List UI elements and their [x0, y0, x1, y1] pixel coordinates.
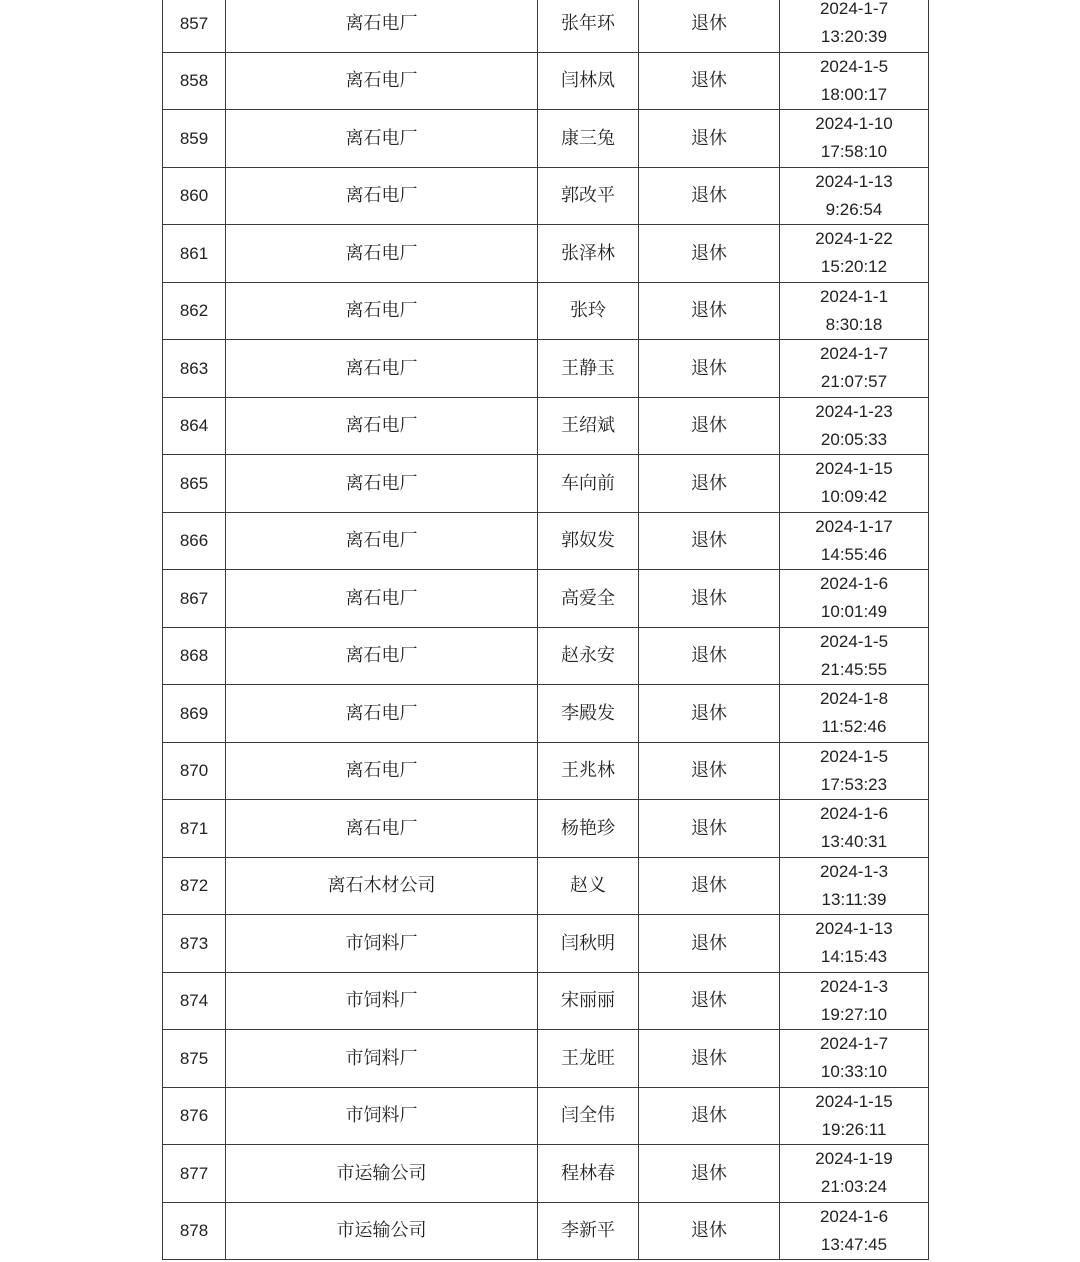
unit-cell: 市饲料厂	[226, 1030, 538, 1088]
person-name-cell: 车向前	[538, 455, 639, 513]
record-number-cell: 872	[163, 857, 226, 915]
person-name-cell: 康三兔	[538, 110, 639, 168]
unit-cell: 离石电厂	[226, 455, 538, 513]
timestamp-time: 19:27:10	[820, 1004, 888, 1024]
timestamp-date: 2024-1-5	[819, 746, 889, 766]
table-row	[163, 627, 929, 685]
timestamp-date: 2024-1-1	[819, 286, 889, 306]
person-name-cell: 李新平	[538, 1202, 639, 1260]
status-cell: 退休	[639, 742, 780, 800]
records-table-body	[163, 0, 929, 1260]
timestamp-time: 13:11:39	[821, 889, 887, 909]
timestamp-time: 13:40:31	[820, 832, 888, 852]
status-cell: 退休	[639, 282, 780, 340]
timestamp-cell	[780, 1145, 929, 1203]
unit-cell: 离石电厂	[226, 397, 538, 455]
timestamp-time: 21:03:24	[820, 1177, 888, 1197]
timestamp-time: 17:53:23	[820, 774, 888, 794]
timestamp-date: 2024-1-6	[819, 574, 889, 594]
unit-cell: 离石木材公司	[226, 857, 538, 915]
timestamp-date: 2024-1-7	[819, 344, 889, 364]
table-row	[163, 397, 929, 455]
timestamp-cell	[780, 0, 929, 52]
person-name-cell: 张年环	[538, 0, 639, 52]
timestamp-date: 2024-1-6	[819, 804, 889, 824]
person-name-cell: 郭改平	[538, 167, 639, 225]
timestamp-date: 2024-1-3	[819, 861, 889, 881]
timestamp-time: 18:00:17	[820, 84, 888, 104]
status-cell: 退休	[639, 857, 780, 915]
table-row	[163, 1145, 929, 1203]
timestamp-date: 2024-1-15	[815, 459, 893, 479]
timestamp-cell	[780, 915, 929, 973]
person-name-cell: 高爱全	[538, 570, 639, 628]
timestamp-cell	[780, 742, 929, 800]
timestamp-time: 9:26:54	[825, 199, 883, 219]
record-number-cell: 877	[163, 1145, 226, 1203]
timestamp-date: 2024-1-13	[815, 171, 893, 191]
timestamp-cell	[780, 110, 929, 168]
timestamp-time: 13:47:45	[820, 1234, 888, 1254]
timestamp-cell	[780, 455, 929, 513]
timestamp-date: 2024-1-8	[819, 689, 889, 709]
record-number-cell: 867	[163, 570, 226, 628]
table-row	[163, 52, 929, 110]
records-table	[162, 0, 929, 1260]
unit-cell: 离石电厂	[226, 512, 538, 570]
person-name-cell: 杨艳珍	[538, 800, 639, 858]
status-cell: 退休	[639, 570, 780, 628]
person-name-cell: 王兆林	[538, 742, 639, 800]
timestamp-time: 21:07:57	[820, 372, 888, 392]
timestamp-cell	[780, 800, 929, 858]
timestamp-cell	[780, 1202, 929, 1260]
status-cell: 退休	[639, 512, 780, 570]
person-name-cell: 闫全伟	[538, 1087, 639, 1145]
status-cell: 退休	[639, 167, 780, 225]
person-name-cell: 闫秋明	[538, 915, 639, 973]
timestamp-time: 10:09:42	[820, 487, 888, 507]
timestamp-date: 2024-1-17	[815, 516, 893, 536]
timestamp-time: 11:52:46	[821, 717, 887, 737]
person-name-cell: 王静玉	[538, 340, 639, 398]
person-name-cell: 张泽林	[538, 225, 639, 283]
record-number-cell: 873	[163, 915, 226, 973]
status-cell: 退休	[639, 1202, 780, 1260]
timestamp-time: 21:45:55	[820, 659, 888, 679]
timestamp-time: 8:30:18	[825, 314, 883, 334]
table-row	[163, 685, 929, 743]
table-row	[163, 972, 929, 1030]
status-cell: 退休	[639, 972, 780, 1030]
table-row	[163, 1202, 929, 1260]
unit-cell: 离石电厂	[226, 110, 538, 168]
record-number-cell: 874	[163, 972, 226, 1030]
table-row	[163, 800, 929, 858]
timestamp-cell	[780, 340, 929, 398]
timestamp-cell	[780, 512, 929, 570]
timestamp-date: 2024-1-23	[815, 401, 893, 421]
person-name-cell: 王龙旺	[538, 1030, 639, 1088]
record-number-cell: 869	[163, 685, 226, 743]
status-cell: 退休	[639, 800, 780, 858]
person-name-cell: 程林春	[538, 1145, 639, 1203]
record-number-cell: 875	[163, 1030, 226, 1088]
timestamp-cell	[780, 627, 929, 685]
record-number-cell: 864	[163, 397, 226, 455]
timestamp-cell	[780, 225, 929, 283]
table-row	[163, 167, 929, 225]
table-row	[163, 857, 929, 915]
timestamp-cell	[780, 52, 929, 110]
timestamp-time: 15:20:12	[820, 257, 888, 277]
record-number-cell: 860	[163, 167, 226, 225]
record-number-cell: 866	[163, 512, 226, 570]
status-cell: 退休	[639, 685, 780, 743]
unit-cell: 离石电厂	[226, 282, 538, 340]
person-name-cell: 李殿发	[538, 685, 639, 743]
timestamp-date: 2024-1-15	[815, 1091, 893, 1111]
person-name-cell: 闫林凤	[538, 52, 639, 110]
status-cell: 退休	[639, 1087, 780, 1145]
table-row	[163, 570, 929, 628]
timestamp-date: 2024-1-7	[819, 1034, 889, 1054]
timestamp-time: 14:15:43	[820, 947, 888, 967]
table-row	[163, 455, 929, 513]
person-name-cell: 王绍斌	[538, 397, 639, 455]
timestamp-cell	[780, 685, 929, 743]
record-number-cell: 868	[163, 627, 226, 685]
record-number-cell: 861	[163, 225, 226, 283]
record-number-cell: 876	[163, 1087, 226, 1145]
status-cell: 退休	[639, 1030, 780, 1088]
status-cell: 退休	[639, 0, 780, 52]
timestamp-date: 2024-1-6	[819, 1206, 889, 1226]
timestamp-date: 2024-1-5	[819, 56, 889, 76]
status-cell: 退休	[639, 225, 780, 283]
timestamp-time: 10:33:10	[820, 1062, 888, 1082]
timestamp-cell	[780, 857, 929, 915]
status-cell: 退休	[639, 397, 780, 455]
unit-cell: 离石电厂	[226, 52, 538, 110]
record-number-cell: 863	[163, 340, 226, 398]
status-cell: 退休	[639, 110, 780, 168]
unit-cell: 离石电厂	[226, 742, 538, 800]
unit-cell: 市运输公司	[226, 1145, 538, 1203]
table-row	[163, 915, 929, 973]
timestamp-date: 2024-1-3	[819, 976, 889, 996]
table-row	[163, 1087, 929, 1145]
table-row	[163, 110, 929, 168]
timestamp-time: 14:55:46	[820, 544, 888, 564]
record-number-cell: 859	[163, 110, 226, 168]
person-name-cell: 张玲	[538, 282, 639, 340]
unit-cell: 市运输公司	[226, 1202, 538, 1260]
unit-cell: 离石电厂	[226, 340, 538, 398]
timestamp-cell	[780, 167, 929, 225]
status-cell: 退休	[639, 1145, 780, 1203]
status-cell: 退休	[639, 627, 780, 685]
table-row	[163, 742, 929, 800]
timestamp-cell	[780, 972, 929, 1030]
unit-cell: 离石电厂	[226, 225, 538, 283]
timestamp-time: 17:58:10	[820, 142, 888, 162]
timestamp-date: 2024-1-5	[819, 631, 889, 651]
record-number-cell: 878	[163, 1202, 226, 1260]
person-name-cell: 郭奴发	[538, 512, 639, 570]
timestamp-cell	[780, 282, 929, 340]
timestamp-time: 19:26:11	[821, 1119, 887, 1139]
table-row	[163, 1030, 929, 1088]
timestamp-date: 2024-1-19	[815, 1149, 893, 1169]
status-cell: 退休	[639, 52, 780, 110]
timestamp-cell	[780, 1030, 929, 1088]
unit-cell: 离石电厂	[226, 627, 538, 685]
record-number-cell: 870	[163, 742, 226, 800]
person-name-cell: 赵永安	[538, 627, 639, 685]
record-number-cell: 857	[163, 0, 226, 52]
table-row	[163, 282, 929, 340]
table-row	[163, 512, 929, 570]
unit-cell: 离石电厂	[226, 570, 538, 628]
unit-cell: 市饲料厂	[226, 972, 538, 1030]
unit-cell: 离石电厂	[226, 167, 538, 225]
timestamp-time: 13:20:39	[820, 27, 888, 47]
table-row	[163, 340, 929, 398]
person-name-cell: 宋丽丽	[538, 972, 639, 1030]
timestamp-date: 2024-1-7	[819, 0, 889, 19]
unit-cell: 市饲料厂	[226, 1087, 538, 1145]
timestamp-date: 2024-1-10	[815, 114, 893, 134]
record-number-cell: 862	[163, 282, 226, 340]
unit-cell: 市饲料厂	[226, 915, 538, 973]
timestamp-time: 10:01:49	[820, 602, 888, 622]
table-row	[163, 225, 929, 283]
timestamp-date: 2024-1-13	[815, 919, 893, 939]
person-name-cell: 赵义	[538, 857, 639, 915]
record-number-cell: 865	[163, 455, 226, 513]
record-number-cell: 858	[163, 52, 226, 110]
status-cell: 退休	[639, 455, 780, 513]
timestamp-cell	[780, 397, 929, 455]
status-cell: 退休	[639, 915, 780, 973]
table-row	[163, 0, 929, 52]
timestamp-time: 20:05:33	[820, 429, 888, 449]
timestamp-cell	[780, 570, 929, 628]
timestamp-date: 2024-1-22	[815, 229, 893, 249]
record-number-cell: 871	[163, 800, 226, 858]
unit-cell: 离石电厂	[226, 685, 538, 743]
unit-cell: 离石电厂	[226, 0, 538, 52]
status-cell: 退休	[639, 340, 780, 398]
timestamp-cell	[780, 1087, 929, 1145]
unit-cell: 离石电厂	[226, 800, 538, 858]
